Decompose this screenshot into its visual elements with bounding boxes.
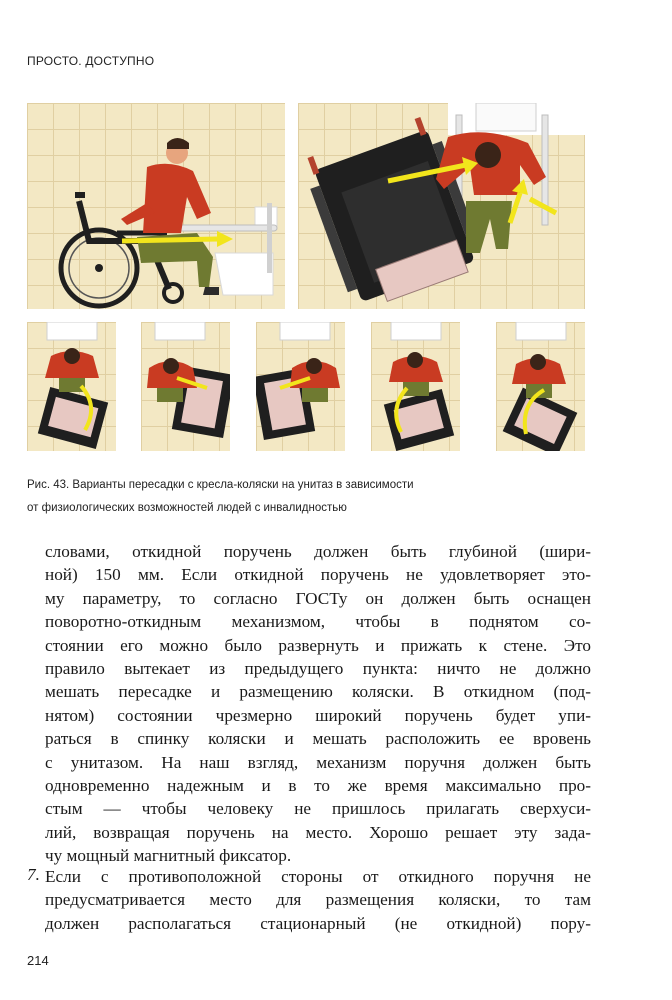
text-line: поворотно-откидным механизмом, чтобы в поднятом со- bbox=[45, 612, 591, 632]
body-paragraph bbox=[45, 540, 591, 868]
text-line: му параметру, то согласно ГОСТу он должен быть оснащен bbox=[45, 588, 591, 608]
top-view-illustration bbox=[298, 103, 585, 309]
text-line: ной) 150 мм. Если откидной поручень не удовлетворяет это- bbox=[45, 565, 591, 585]
figure-panel-variant-4 bbox=[371, 322, 460, 451]
figure-caption bbox=[27, 474, 627, 520]
variant-4-illustration bbox=[371, 322, 460, 451]
text-line: раться в спинку коляски и мешать расположить ее вровень bbox=[45, 729, 591, 749]
text-line: словами, откидной поручень должен быть глубиной (шири- bbox=[45, 542, 591, 561]
text-line: стоянии его можно было развернуть и прижать к стене. Это bbox=[45, 635, 591, 655]
text-line: лий, возвращая поручень на место. Хорошо решает эту зада- bbox=[45, 822, 591, 842]
text-line: нятом) состоянии чрезмерно широкий поручень будет упи- bbox=[45, 705, 591, 725]
running-header: ПРОСТО. ДОСТУПНО bbox=[27, 54, 155, 68]
caption-line: Рис. 43. Варианты пересадки с кресла-коляски на унитаз в зависимости bbox=[27, 479, 414, 491]
list-item-number: 7. bbox=[27, 865, 40, 884]
list-item-text bbox=[45, 865, 591, 935]
variant-3-illustration bbox=[256, 322, 345, 451]
figure-panel-top-view bbox=[298, 103, 585, 309]
text-line: стым — чтобы человеку не пришлось прилагать сверхуси- bbox=[45, 799, 591, 819]
text-line: Если с противоположной стороны от откидного поручня не bbox=[45, 867, 591, 886]
variant-1-illustration bbox=[27, 322, 116, 451]
figure-panel-variant-1 bbox=[27, 322, 116, 451]
variant-5-illustration bbox=[496, 322, 585, 451]
figure-panel-variant-3 bbox=[256, 322, 345, 451]
figure-panel-variant-5 bbox=[496, 322, 585, 451]
figure-panel-variant-2 bbox=[141, 322, 230, 451]
side-view-illustration bbox=[27, 103, 285, 309]
caption-line: от физиологических возможностей людей с инвалидностью bbox=[27, 502, 347, 514]
figure-panel-side-view bbox=[27, 103, 285, 309]
page-number: 214 bbox=[27, 953, 49, 968]
text-line: правило вытекает из предыдущего пункта: ничто не должно bbox=[45, 659, 591, 679]
text-line: одновременно надежным и в то же время максимально про- bbox=[45, 776, 591, 796]
text-line: с унитазом. На наш взгляд, механизм поручня должен быть bbox=[45, 752, 591, 772]
variant-2-illustration bbox=[141, 322, 230, 451]
text-line: предусматривается место для размещения коляски, то там bbox=[45, 890, 591, 910]
text-line: должен располагаться стационарный (не откидной) пору- bbox=[45, 913, 591, 933]
text-line: чу мощный магнитный фиксатор. bbox=[45, 846, 292, 866]
text-line: мешать пересадке и размещению коляски. В откидном (под- bbox=[45, 682, 591, 702]
